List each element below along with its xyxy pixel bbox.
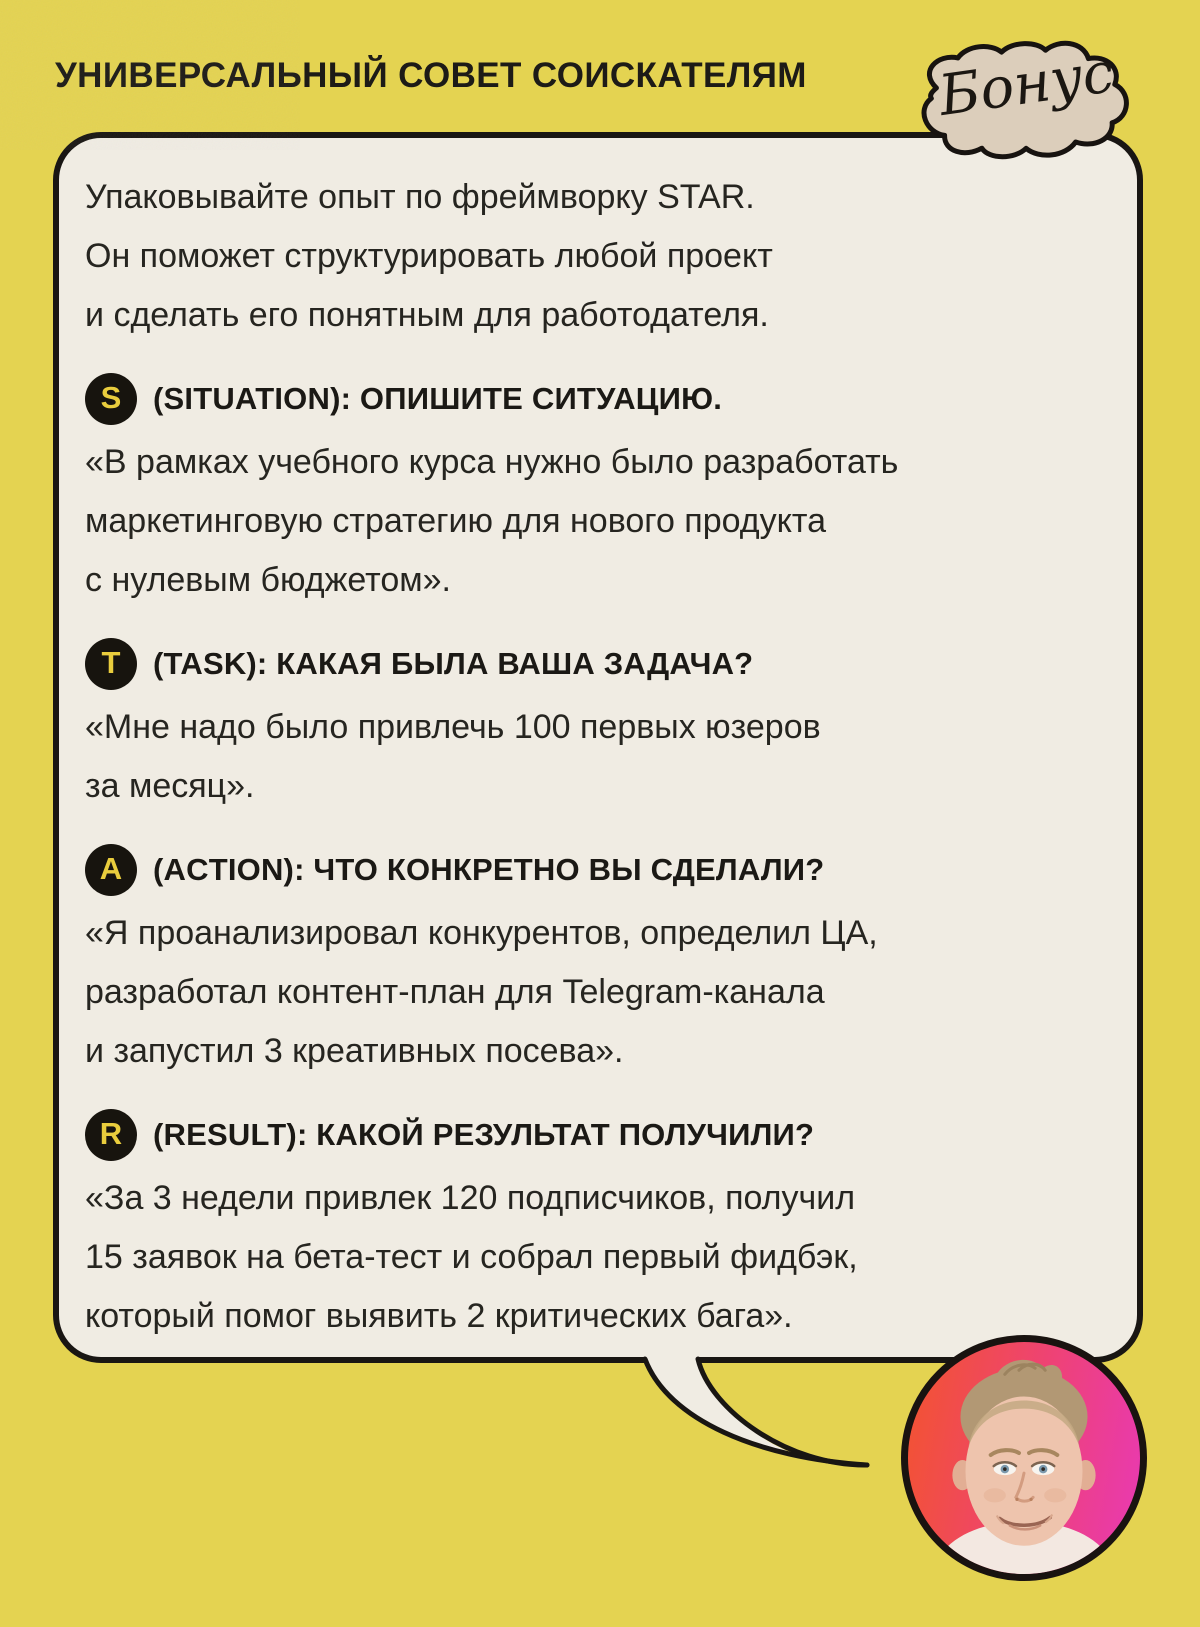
section-heading-row	[85, 373, 1101, 425]
section-heading: (ACTION): ЧТО КОНКРЕТНО ВЫ СДЕЛАЛИ?	[153, 852, 825, 887]
text-line: «За 3 недели привлек 120 подписчиков, получил	[85, 1179, 856, 1217]
text-line: и сделать его понятным для работодателя.	[85, 296, 769, 334]
section-heading-row	[85, 638, 1101, 690]
section-heading: (SITUATION): ОПИШИТЕ СИТУАЦИЮ.	[153, 381, 723, 416]
section-result	[85, 1109, 1101, 1346]
speech-bubble	[53, 132, 1143, 1363]
section-task	[85, 638, 1101, 816]
text-line: с нулевым бюджетом».	[85, 561, 451, 599]
text-line: за месяц».	[85, 767, 255, 805]
section-body	[85, 433, 1101, 610]
section-heading-row	[85, 844, 1101, 896]
man-portrait-photo-icon	[908, 1342, 1140, 1574]
section-heading: (TASK): КАКАЯ БЫЛА ВАША ЗАДАЧА?	[153, 646, 754, 681]
author-avatar	[901, 1335, 1147, 1581]
section-body	[85, 1169, 1101, 1346]
page-title: УНИВЕРСАЛЬНЫЙ СОВЕТ СОИСКАТЕЛЯМ	[55, 56, 807, 95]
text-line: Он поможет структурировать любой проект	[85, 237, 773, 275]
section-action	[85, 844, 1101, 1081]
speech-bubble-tail-icon	[610, 1352, 910, 1492]
section-situation	[85, 373, 1101, 610]
badge-label: Бонус	[934, 40, 1118, 129]
section-body	[85, 904, 1101, 1081]
text-line: «Я проанализировал конкурентов, определил ЦА,	[85, 914, 878, 952]
section-heading-row	[85, 1109, 1101, 1161]
text-line: и запустил 3 креативных посева».	[85, 1032, 624, 1070]
text-line: «В рамках учебного курса нужно было разработать	[85, 443, 899, 481]
letter-badge-a-icon: A	[85, 844, 137, 896]
section-body	[85, 698, 1101, 816]
text-line: Упаковывайте опыт по фреймворку STAR.	[85, 178, 755, 216]
text-line: маркетинговую стратегию для нового продукта	[85, 502, 826, 540]
section-heading: (RESULT): КАКОЙ РЕЗУЛЬТАТ ПОЛУЧИЛИ?	[153, 1117, 815, 1152]
letter-badge-t-icon: T	[85, 638, 137, 690]
letter-badge-s-icon: S	[85, 373, 137, 425]
text-line: «Мне надо было привлечь 100 первых юзеров	[85, 708, 821, 746]
text-line: разработал контент-план для Telegram-канала	[85, 973, 825, 1011]
intro-paragraph	[85, 168, 1101, 345]
text-line: который помог выявить 2 критических бага».	[85, 1297, 793, 1335]
text-line: 15 заявок на бета-тест и собрал первый фидбэк,	[85, 1238, 858, 1276]
bonus-badge	[903, 28, 1153, 176]
letter-badge-r-icon: R	[85, 1109, 137, 1161]
